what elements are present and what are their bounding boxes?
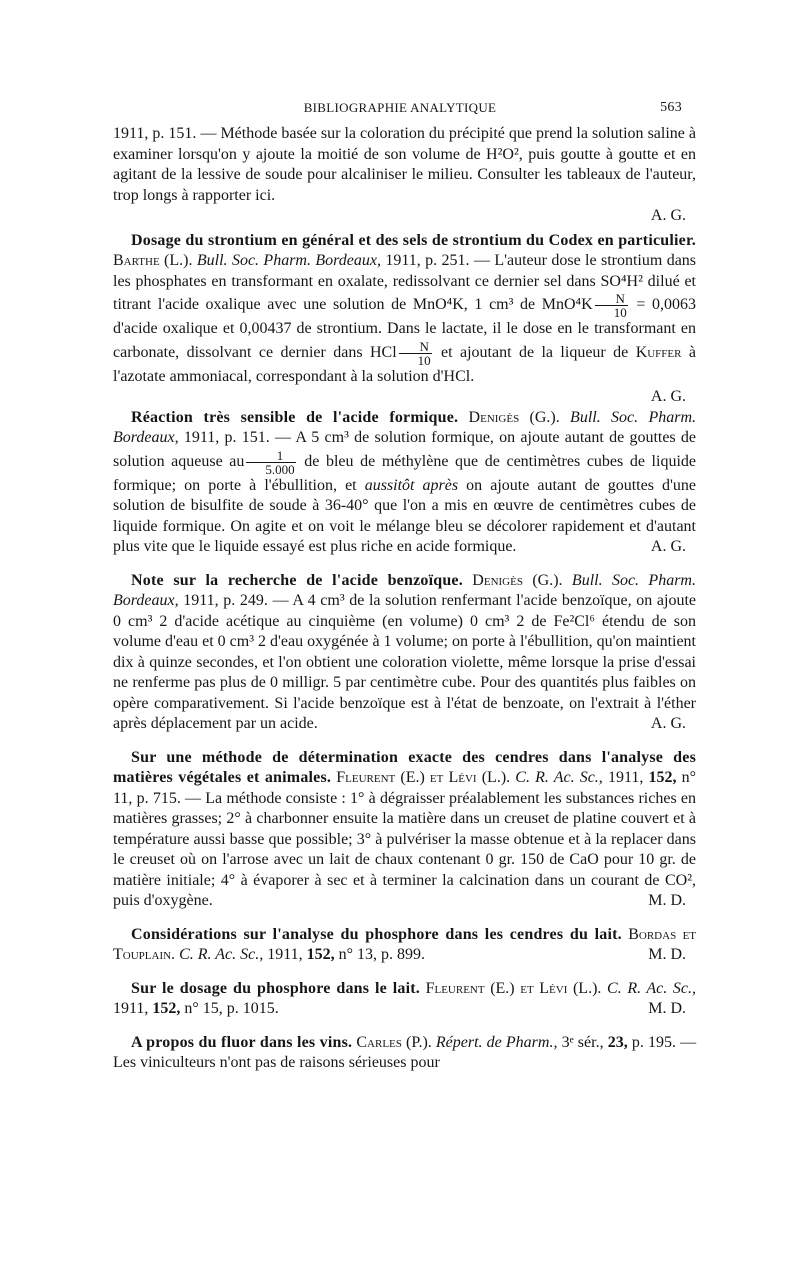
abstract-journal: Bull. Soc. Pharm. Bordeaux,	[113, 571, 696, 609]
abstract-reference-series: 3ᵉ sér.,	[561, 1033, 604, 1051]
abstract-title: Sur le dosage du phosphore dans le lait.	[131, 979, 420, 997]
abstract-title: A propos du fluor dans les vins.	[131, 1033, 353, 1051]
abstract-signature: M. D.	[648, 892, 686, 909]
abstract-body: — La méthode consiste : 1° à dégraisser préalablement les substances riches en matières grasses; 2° à charbonner ensuite la matière dans un creuset de platine couvert et à température aussi basse que possible; 3° à pulvériser la masse obtenue et à la replacer dans le creuset où on l'arrose avec un lait de chaux contenant 0 gr. 150 de CaO pour 10 gr. de matière initiale; 4° à évaporer à sec et à terminer la calcination dans un courant de CO², puis d'oxygène.	[113, 789, 696, 909]
abstract-reference: 1911, p. 249.	[183, 592, 268, 609]
abstract-reference-year: 1911,	[113, 1000, 149, 1017]
abstract-author: Carles (P.).	[356, 1033, 432, 1051]
page-body	[113, 124, 696, 1074]
abstract-cendres	[113, 748, 696, 912]
abstract-title: Note sur la recherche de l'acide benzoïque.	[131, 571, 463, 589]
abstract-title: Dosage du strontium en général et des sels de strontium du Codex en particulier.	[131, 231, 696, 249]
abstract-journal: C. R. Ac. Sc.,	[515, 769, 603, 786]
abstract-author: Fleurent (E.) et Lévi (L.).	[425, 979, 602, 997]
abstract-reference-volume: 152,	[648, 769, 677, 786]
abstract-reference: p. 195.	[631, 1033, 676, 1051]
abstract-body: — Les viniculteurs n'ont pas de raisons sérieuses pour	[113, 1033, 697, 1071]
abstract-reference-year: 1911,	[607, 769, 644, 786]
abstract-author: Denigès (G.).	[468, 408, 560, 426]
abstract-journal: C. R. Ac. Sc.,	[179, 946, 264, 963]
abstract-reference-volume: 23,	[607, 1033, 628, 1051]
abstract-reference: 1911, p. 251.	[385, 252, 470, 269]
abstract-journal: Bull. Soc. Pharm. Bordeaux,	[196, 252, 381, 269]
abstract-author: Barthe (L.).	[113, 252, 193, 269]
abstract-body: 1911, p. 151. — Méthode basée sur la coloration du précipité que prend la solution saline à examiner lorsqu'on y ajoute la moitié de son volume de H²O², puis goutte à goutte et en agitant de la lessive de soude pour alcaliniser le milieu. Consulter les tableaux de l'auteur, trop longs à rapporter ici.	[113, 125, 696, 204]
abstract-title: Réaction très sensible de l'acide formique.	[131, 408, 459, 426]
abstract-body: et ajoutant de la liqueur de	[433, 343, 636, 361]
abstract-reference: n° 13, p. 899.	[338, 946, 426, 963]
abstract-reference: 1911, p. 151.	[183, 429, 270, 446]
abstract-body: — L'auteur dose le strontium dans les phosphates en transformant en oxalate, redissolvant ce dernier sel dans SO⁴H² dilué et titrant l'acide oxalique avec une solution de MnO⁴K, 1 cm³ de MnO⁴K	[113, 252, 697, 314]
abstract-reference-year: 1911,	[267, 946, 303, 963]
abstract-signature: M. D.	[648, 946, 686, 963]
abstract-author: Denigès (G.).	[472, 571, 563, 589]
fraction-1-over-5000: $\frac{1}{5.000}$	[246, 449, 295, 476]
abstract-phosphore-lait	[113, 979, 696, 1020]
abstract-reference-volume: 152,	[306, 946, 335, 963]
abstract-body: à l'azotate ammoniacal, correspondant à la solution d'HCl.	[113, 343, 696, 385]
abstract-signature: M. D.	[648, 1000, 686, 1017]
abstract-journal: Bull. Soc. Pharm. Bordeaux,	[113, 408, 696, 446]
abstract-author: Fleurent (E.) et Lévi (L.).	[336, 769, 511, 786]
abstract-body: — A 4 cm³ de la solution renfermant l'acide benzoïque, on ajoute 0 cm³ 2 d'acide acétique au cinquième (en volume) 0 cm³ 2 de Fe²Cl⁶ étendu de son volume d'eau et 0 cm³ 2 d'eau oxygénée à 1 volume; on porte à l'ébullition, qu'on maintient dix à quinze secondes, et l'on obtient une coloration violette, même lorsque la prise d'essai ne renferme pas plus de 0 milligr. 5 par centimètre cube. Pour des quantités plus faibles on opère comparativement. Si l'acide benzoïque est à l'état de benzoate, on l'extrait à l'éther après déplacement par un acide.	[113, 592, 697, 732]
abstract-body: — A 5 cm³ de solution formique, on ajoute autant de gouttes de solution aqueuse au	[113, 429, 697, 470]
abstract-body: de bleu de méthylène que de centimètres cubes de liquide formique; on porte à l'ébullition, et	[113, 452, 696, 494]
abstract-title: Sur une méthode de détermination exacte des cendres dans l'analyse des matières végétales et animales.	[113, 748, 696, 786]
abstract-author: Bordas et Touplain.	[113, 925, 697, 963]
abstract-body: on ajoute autant de gouttes d'une solution de bisulfite de soude à 36-40° que l'on a mis en œuvre de centimètres cubes de liquide formique. On agite et on voit le mélange bleu se décolorer rapidement et d'autant plus vite que le liquide essayé est plus riche en acide formique.	[113, 476, 697, 555]
abstract-title: Considérations sur l'analyse du phosphore dans les cendres du lait.	[131, 925, 622, 943]
abstract-journal: Répert. de Pharm.,	[435, 1033, 558, 1051]
abstract-fluor-vins	[113, 1033, 696, 1074]
page-number: 563	[660, 100, 682, 115]
abstract-journal: C. R. Ac. Sc.,	[607, 979, 696, 997]
abstract-strontium	[113, 231, 696, 408]
abstract-reference-volume: 152,	[152, 1000, 181, 1017]
abstract-acide-benzoique	[113, 571, 696, 735]
abstract-signature: A. G.	[650, 388, 686, 405]
fraction-n-over-10: $\frac{N}{10}$	[595, 292, 628, 319]
abstract-reference: n° 11, p. 715.	[113, 769, 697, 807]
running-header-title: BIBLIOGRAPHIE ANALYTIQUE	[303, 100, 497, 115]
abstract-phosphore-cendres	[113, 925, 696, 966]
emphasis-aussitot: aussitôt après	[364, 476, 459, 494]
abstract-signature: A. G.	[650, 715, 686, 732]
fraction-n-over-10: $\frac{N}{10}$	[399, 340, 432, 367]
abstract-signature: A. G.	[650, 538, 686, 555]
abstract-continuation	[113, 124, 696, 227]
abstract-body: = 0,0063 d'acide oxalique et 0,00437 de strontium. Dans le lactate, il le dose en le transformant en carbonate, dissolvant ce dernier dans HCl	[113, 296, 696, 361]
abstract-reference: n° 15, p. 1015.	[184, 1000, 279, 1017]
abstract-signature: A. G.	[650, 207, 686, 224]
cited-author: Kuffer	[635, 343, 682, 361]
abstract-acide-formique	[113, 408, 696, 558]
